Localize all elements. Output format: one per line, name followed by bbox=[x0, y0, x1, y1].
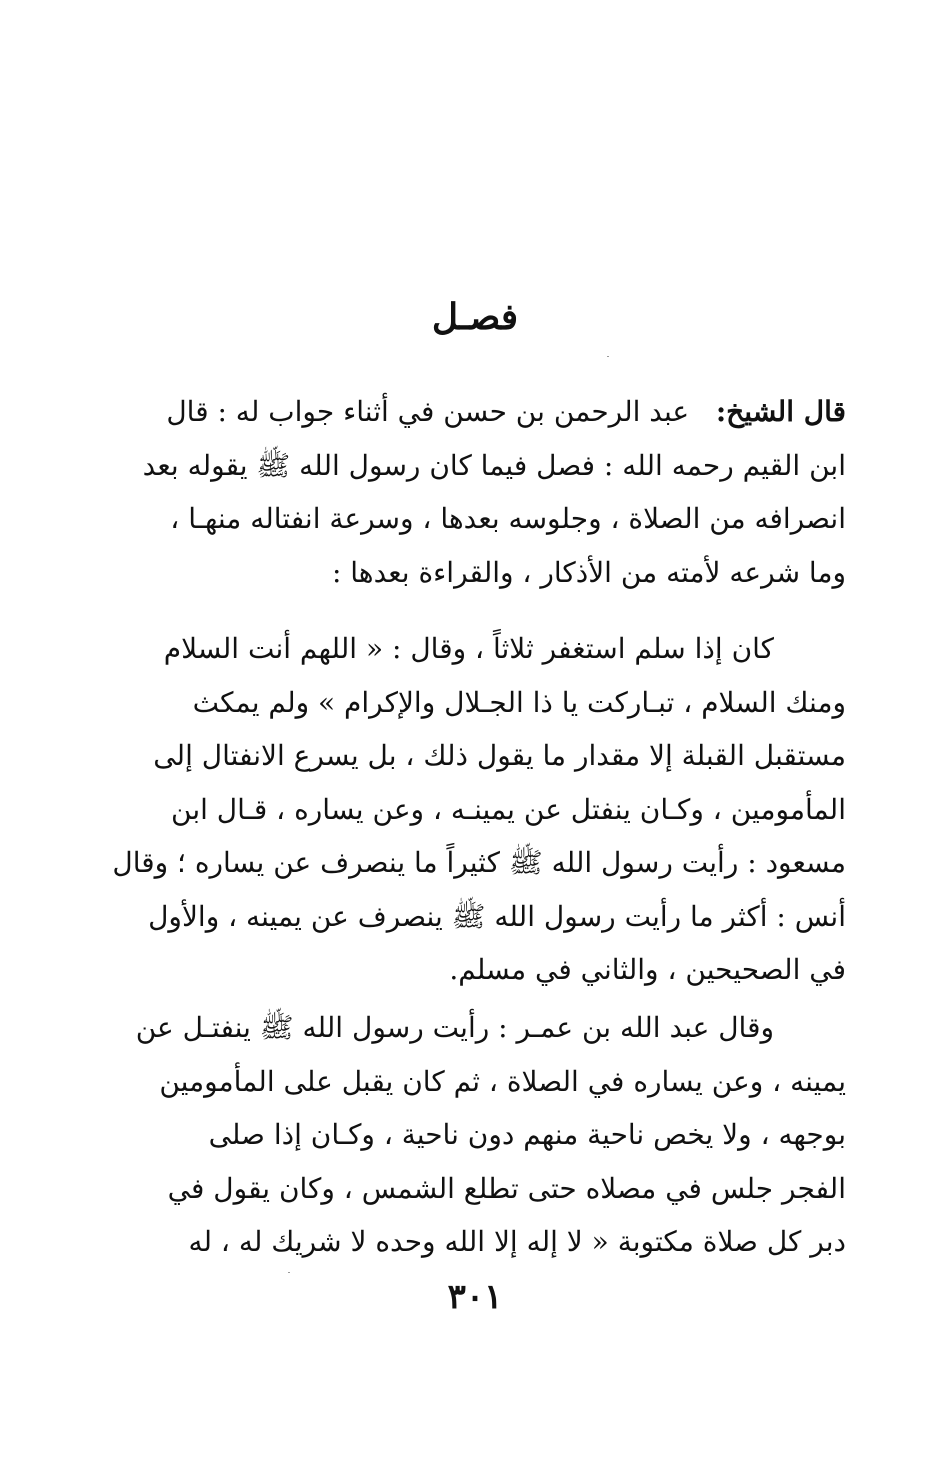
paragraph-3-line-2: يمينه ، وعن يساره في الصلاة ، ثم كان يقبل على المأمومين bbox=[159, 1064, 846, 1098]
paragraph-3-line-4: الفجر جلس في مصلاه حتى تطلع الشمس ، وكان يقول في bbox=[167, 1171, 846, 1205]
paragraph-1-line-3: انصرافه من الصلاة ، وجلوسه بعدها ، وسرعة انفتاله منهـا ، bbox=[170, 502, 846, 535]
paragraph-2-line-7: في الصحيحين ، والثاني في مسلم. bbox=[449, 953, 846, 986]
paragraph-1 bbox=[104, 385, 846, 599]
paragraph-3-line-5: دبر كل صلاة مكتوبة « لا إله إلا الله وحده لا شريك له ، له bbox=[188, 1225, 846, 1258]
paragraph-3-line-1: وقال عبد الله بن عمـر : رأيت رسول الله ﷺ ينفتـل عن bbox=[135, 1011, 774, 1044]
scan-speck bbox=[288, 1272, 290, 1273]
paragraph-1-line-1 bbox=[104, 385, 846, 439]
paragraph-3 bbox=[104, 1001, 846, 1269]
paragraph-2-line-3: مستقبل القبلة إلا مقدار ما يقول ذلك ، بل يسرع الانفتال إلى bbox=[153, 739, 846, 772]
paragraph-2-line-6: أنس : أكثر ما رأيت رسول الله ﷺ ينصرف عن يمينه ، والأول bbox=[148, 899, 846, 933]
paragraph-1-line-1-text: عبد الرحمن بن حسن في أثناء جواب له : قال bbox=[166, 395, 690, 428]
paragraph-1-line-4: وما شرعه لأمته من الأذكار ، والقراءة بعدها : bbox=[331, 555, 846, 589]
paragraph-2-line-4: المأمومين ، وكـان ينفتل عن يمينـه ، وعن يساره ، قـال ابن bbox=[171, 792, 846, 826]
paragraph-2-line-2: ومنك السلام ، تبـاركت يا ذا الجـلال والإكرام » ولم يمكث bbox=[192, 685, 846, 719]
section-heading: فصـل bbox=[431, 296, 519, 338]
paragraph-2 bbox=[104, 622, 846, 997]
speaker-label: قال الشيخ: bbox=[715, 395, 846, 428]
paragraph-3-line-3: بوجهه ، ولا يخص ناحية منهم دون ناحية ، وكـان إذا صلى bbox=[208, 1118, 846, 1151]
scan-speck bbox=[607, 356, 609, 357]
page-number: ٣٠١ bbox=[447, 1277, 503, 1317]
paragraph-1-line-2: ابن القيم رحمه الله : فصل فيما كان رسول الله ﷺ يقوله بعد bbox=[142, 448, 846, 482]
paragraph-2-line-1: كان إذا سلم استغفر ثلاثاً ، وقال : « اللهم أنت السلام bbox=[163, 632, 774, 665]
paragraph-2-line-5: مسعود : رأيت رسول الله ﷺ كثيراً ما ينصرف عن يساره ؛ وقال bbox=[112, 846, 846, 879]
